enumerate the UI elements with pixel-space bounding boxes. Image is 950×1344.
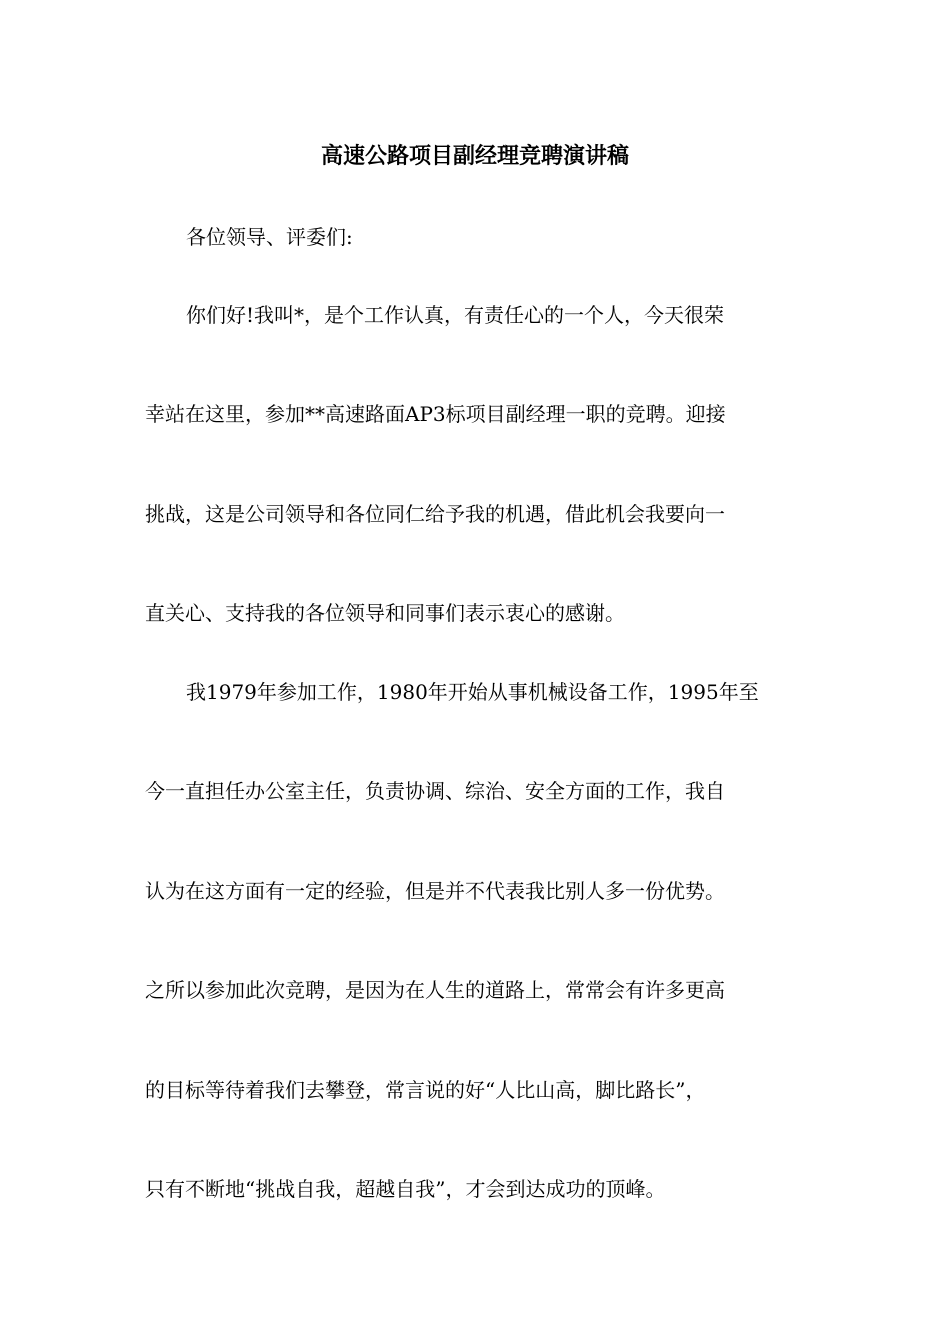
- body-line: 只有不断地“挑战自我，超越自我”，才会到达成功的顶峰。: [145, 1177, 666, 1201]
- body-line: 之所以参加此次竞聘，是因为在人生的道路上，常常会有许多更高: [145, 978, 725, 1002]
- body-line: 幸站在这里，参加**高速路面AP3标项目副经理一职的竞聘。迎接: [145, 402, 726, 426]
- body-line: 认为在这方面有一定的经验，但是并不代表我比别人多一份优势。: [145, 879, 725, 903]
- body-line: 直关心、支持我的各位领导和同事们表示衷心的感谢。: [145, 601, 625, 625]
- body-line: 你们好!我叫*，是个工作认真，有责任心的一个人，今天很荣: [186, 303, 725, 327]
- document-title: 高速公路项目副经理竞聘演讲稿: [320, 143, 629, 169]
- body-line: 我1979年参加工作，1980年开始从事机械设备工作，1995年至: [186, 680, 759, 704]
- body-line: 的目标等待着我们去攀登，常言说的好“人比山高，脚比路长”，: [145, 1078, 706, 1102]
- body-line: 今一直担任办公室主任，负责协调、综治、安全方面的工作，我自: [145, 779, 725, 803]
- body-line: 挑战，这是公司领导和各位同仁给予我的机遇，借此机会我要向一: [145, 502, 725, 526]
- salutation-line: 各位领导、评委们:: [186, 225, 353, 249]
